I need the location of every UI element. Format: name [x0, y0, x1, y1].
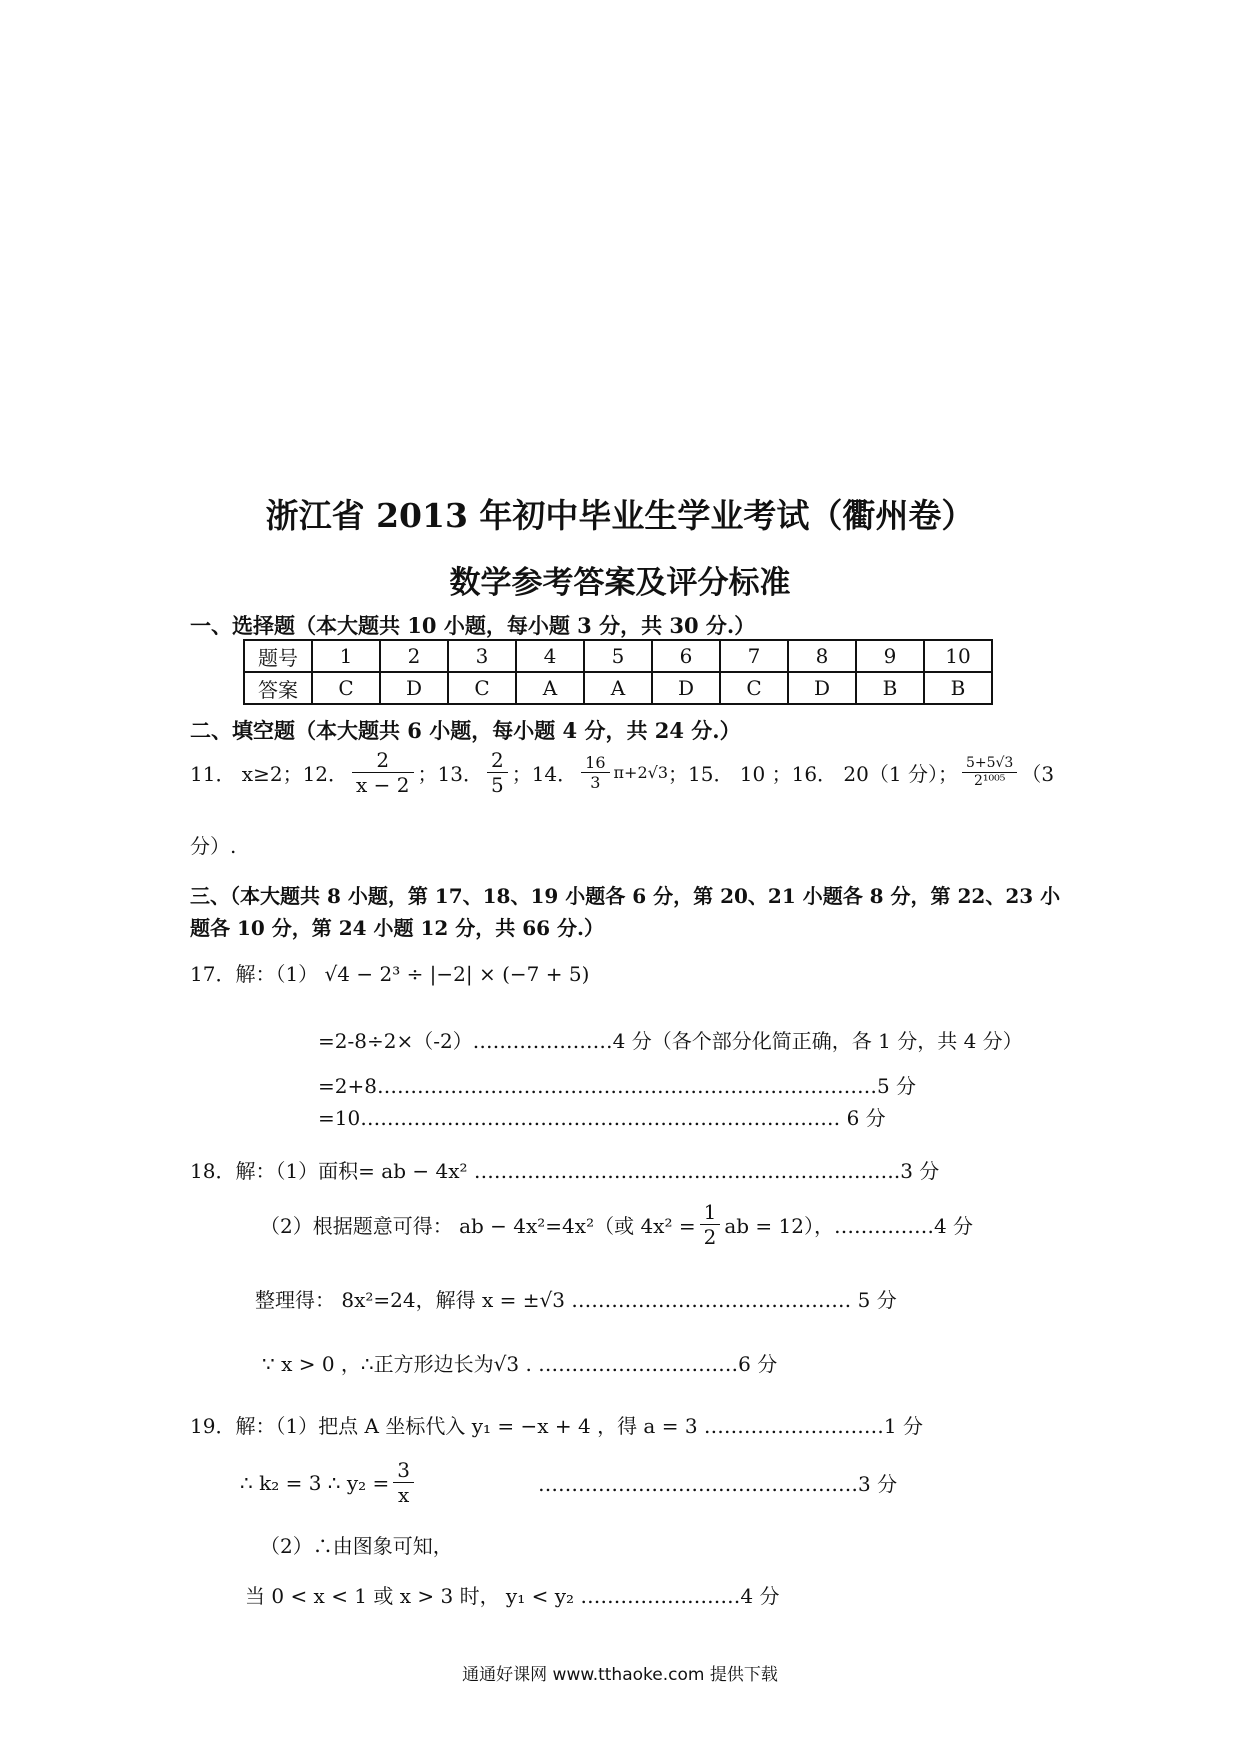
q17-line-2: =2-8÷2×（-2）…………………4 分（各个部分化简正确，各 1 分，共 4 分） [318, 1029, 1023, 1053]
fraction-denominator: 2 [703, 1225, 717, 1249]
q18-line-3: 整理得： 8x²=24，解得 x = ±√3 …………………………………… 5 分 [255, 1288, 897, 1312]
fraction-14 [581, 753, 609, 792]
q19-line-4: 当 0 < x < 1 或 x > 3 时， y₁ < y₂ ……………………4 分 [245, 1584, 780, 1608]
section-1-heading: 一、选择题（本大题共 10 小题，每小题 3 分，共 30 分.） [190, 613, 756, 638]
q19-line-2-points: …………………………………………3 分 [538, 1472, 898, 1496]
fraction-numerator: 1 [700, 1200, 721, 1225]
fraction-13 [487, 748, 508, 797]
q18-line-2-text: （2）根据题意可得： ab − 4x²=4x²（或 4x² = [260, 1214, 696, 1238]
q18-line-2 [260, 1200, 973, 1249]
answer-14-expression: π+2√3 [613, 763, 668, 782]
answer-13-label: ；13． [417, 762, 483, 786]
fraction-numerator: 16 [581, 753, 609, 773]
table-cell: 1 [312, 640, 380, 672]
q18-line-4: ∵ x > 0 ，∴正方形边长为√3 . …………………………6 分 [262, 1352, 778, 1376]
table-cell: D [788, 672, 856, 704]
q19-line-1: 19．解：（1）把点 A 坐标代入 y₁ = −x + 4 ，得 a = 3 ………………………1 分 [190, 1414, 923, 1438]
answer-table [243, 639, 993, 705]
table-cell: A [516, 672, 584, 704]
table-cell: D [652, 672, 720, 704]
section-3-heading: 三、（本大题共 8 小题，第 17、18、19 小题各 6 分，第 20、21 小题各 8 分，第 22、23 小 [190, 884, 1061, 908]
table-cell: B [856, 672, 924, 704]
table-header-cell: 题号 [244, 640, 312, 672]
table-cell: 5 [584, 640, 652, 672]
fraction-denominator: 3 [590, 773, 601, 792]
fraction-numerator: 5+5√3 [962, 755, 1017, 773]
fraction-numerator: 2 [487, 748, 508, 773]
table-row [244, 672, 992, 704]
fraction-denominator: x [398, 1483, 410, 1507]
table-header-cell: 答案 [244, 672, 312, 704]
table-cell: 6 [652, 640, 720, 672]
q17-line-3: =2+8…………………………………………………………………5 分 [318, 1074, 917, 1098]
table-cell: 8 [788, 640, 856, 672]
q17-line-1: 17．解：（1） √4 − 2³ ÷ |−2| × (−7 + 5) [190, 962, 590, 986]
q19-line-3: （2）∴由图象可知， [260, 1534, 453, 1558]
fraction-denominator: x − 2 [356, 773, 410, 797]
q18-line-1: 18．解：（1）面积= ab − 4x² ……………………………………………………….3 分 [190, 1159, 940, 1183]
table-cell: C [312, 672, 380, 704]
table-cell: C [448, 672, 516, 704]
q19-line-2 [240, 1458, 897, 1507]
answer-11-12-label: 11． x≥2；12． [190, 762, 349, 786]
section-2-heading: 二、填空题（本大题共 6 小题，每小题 4 分，共 24 分.） [190, 718, 741, 743]
q18-line-2-text-end: ab = 12），……………4 分 [724, 1214, 974, 1238]
fraction-numerator: 2 [352, 748, 413, 773]
fraction-16 [962, 755, 1017, 790]
table-cell: 4 [516, 640, 584, 672]
table-cell: C [720, 672, 788, 704]
table-row [244, 640, 992, 672]
document-title: 浙江省 2013 年初中毕业生学业考试（衢州卷） [265, 496, 975, 535]
table-cell: D [380, 672, 448, 704]
section-3-heading-cont: 题各 10 分，第 24 小题 12 分，共 66 分.） [190, 916, 604, 940]
page-footer: 通通好课网 www.tthaoke.com 提供下载 [462, 1665, 778, 1685]
fill-answers-line [190, 748, 1054, 797]
document-subtitle: 数学参考答案及评分标准 [449, 565, 791, 601]
answer-16-points-cont: 分）. [190, 834, 237, 858]
table-cell: 2 [380, 640, 448, 672]
table-cell: 10 [924, 640, 992, 672]
table-cell: 3 [448, 640, 516, 672]
fraction-denominator: 5 [490, 773, 504, 797]
table-cell: 7 [720, 640, 788, 672]
fraction-12 [352, 748, 413, 797]
fraction-3-over-x [393, 1458, 414, 1507]
q17-line-4: =10……………………………………………………………… 6 分 [318, 1106, 886, 1130]
table-cell: B [924, 672, 992, 704]
answer-14-label: ；14． [511, 762, 578, 786]
table-cell: 9 [856, 640, 924, 672]
answer-15-16-label: ；15． 10 ；16． 20（1 分）； [668, 762, 958, 786]
q19-line-2-text: ∴ k₂ = 3 ∴ y₂ = [240, 1470, 390, 1495]
fraction-half [700, 1200, 721, 1249]
answer-16-points: （3 [1021, 762, 1055, 786]
fraction-denominator: 2¹⁰⁰⁵ [973, 773, 1006, 789]
fraction-numerator: 3 [393, 1458, 414, 1483]
table-cell: A [584, 672, 652, 704]
